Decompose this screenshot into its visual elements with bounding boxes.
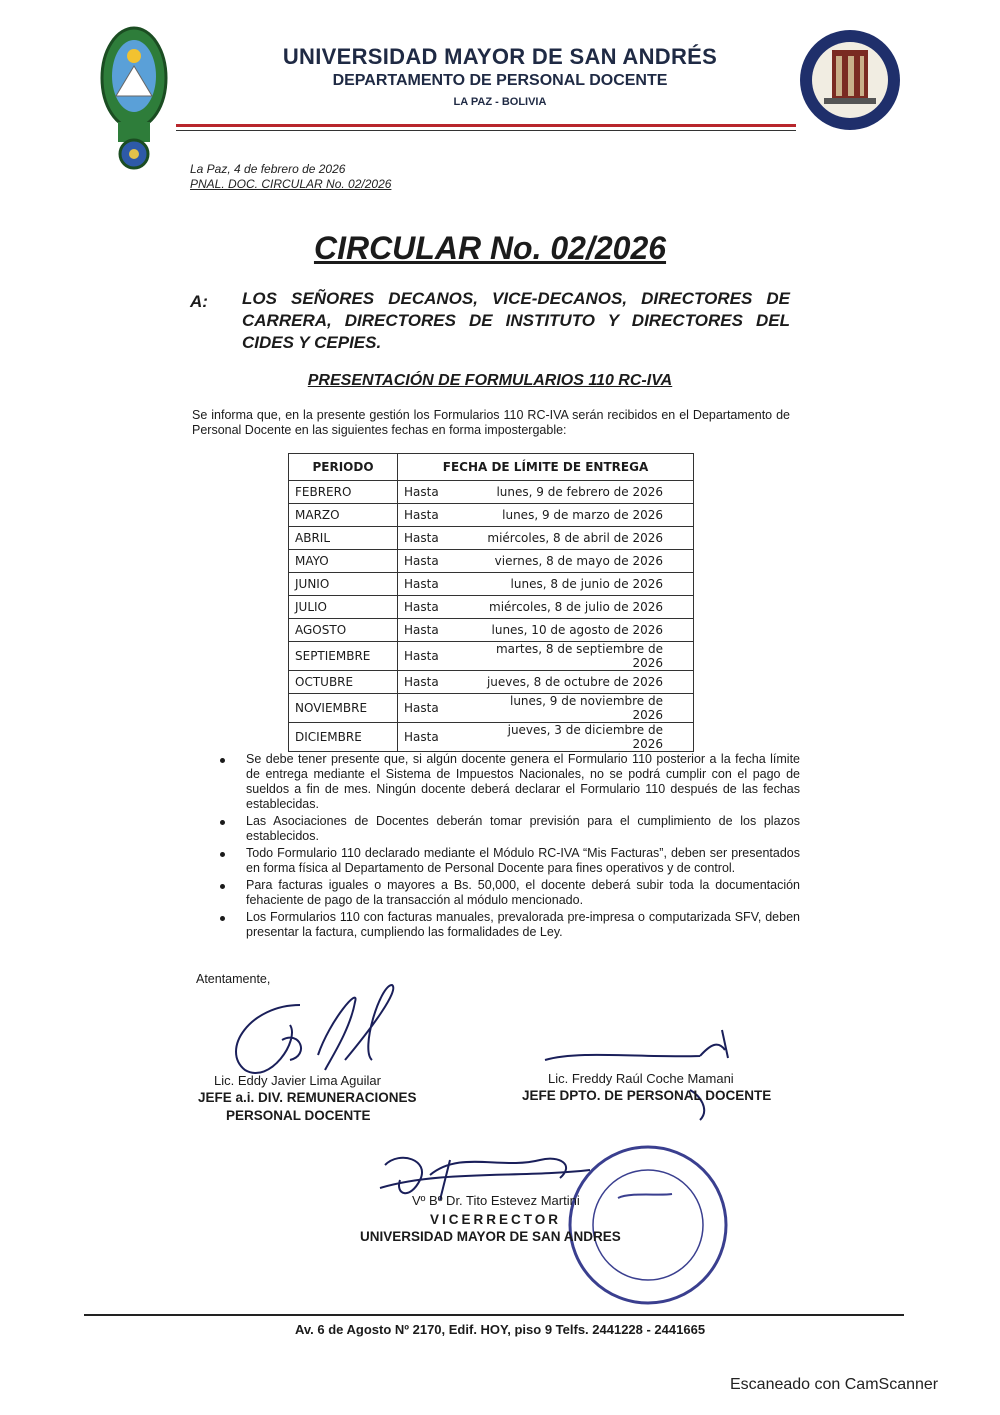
period-cell: JULIO xyxy=(289,596,398,619)
subject-heading: PRESENTACIÓN DE FORMULARIOS 110 RC-IVA xyxy=(307,372,673,389)
list-item xyxy=(220,910,800,940)
list-item xyxy=(220,814,800,844)
hasta-cell: Hasta xyxy=(398,550,471,573)
document-date: La Paz, 4 de febrero de 2026 xyxy=(190,162,346,176)
deadline-cell: martes, 8 de septiembre de 2026 xyxy=(470,642,694,671)
table-row xyxy=(289,504,694,527)
signatory-1-title-line-2: PERSONAL DOCENTE xyxy=(226,1108,371,1123)
period-cell: AGOSTO xyxy=(289,619,398,642)
addressee-label: A: xyxy=(190,292,208,311)
column-header-deadline: FECHA DE LÍMITE DE ENTREGA xyxy=(398,454,694,481)
hasta-cell: Hasta xyxy=(398,723,471,752)
hasta-cell: Hasta xyxy=(398,504,471,527)
column-header-period: PERIODO xyxy=(289,454,398,481)
header-divider-thin xyxy=(176,130,796,131)
period-cell: MARZO xyxy=(289,504,398,527)
bullet-icon xyxy=(220,758,225,763)
table-row xyxy=(289,573,694,596)
signature-1-handwriting xyxy=(236,985,393,1073)
period-cell: JUNIO xyxy=(289,573,398,596)
deadline-cell: lunes, 9 de noviembre de 2026 xyxy=(470,694,694,723)
signatory-3-name: Vº Bº Dr. Tito Estevez Martini xyxy=(412,1193,580,1208)
table-row xyxy=(289,642,694,671)
period-cell: ABRIL xyxy=(289,527,398,550)
circular-reference-code: PNAL. DOC. CIRCULAR No. 02/2026 xyxy=(190,177,392,191)
hasta-cell: Hasta xyxy=(398,642,471,671)
deadline-cell: lunes, 9 de marzo de 2026 xyxy=(470,504,694,527)
deadline-cell: lunes, 9 de febrero de 2026 xyxy=(470,481,694,504)
deadline-cell: miércoles, 8 de abril de 2026 xyxy=(470,527,694,550)
intro-paragraph: Se informa que, en la presente gestión los Formularios 110 RC-IVA serán recibidos en el Departamento de Personal Docente en las siguientes fechas en forma impostergable: xyxy=(192,408,790,437)
hasta-cell: Hasta xyxy=(398,619,471,642)
table-row xyxy=(289,550,694,573)
note-text: Las Asociaciones de Docentes deberán tomar previsión para el cumplimiento de los plazos establecidos. xyxy=(246,814,800,843)
deadline-table xyxy=(288,453,694,752)
table-header-row xyxy=(289,454,694,481)
period-cell: DICIEMBRE xyxy=(289,723,398,752)
note-text: Los Formularios 110 con facturas manuales, prevalorada pre-impresa o computarizada SFV, deben presentar la factura, cumpliendo las formalidades de Ley. xyxy=(246,910,800,939)
bullet-icon xyxy=(220,884,225,889)
signatory-1-name: Lic. Eddy Javier Lima Aguilar xyxy=(214,1073,381,1088)
footer-divider xyxy=(84,1314,904,1316)
signatory-1-title: JEFE a.i. DIV. REMUNERACIONES xyxy=(198,1090,417,1105)
scanner-watermark: Escaneado con CamScanner xyxy=(730,1376,939,1393)
signatory-3-institution: UNIVERSIDAD MAYOR DE SAN ANDRES xyxy=(360,1229,621,1244)
table-row xyxy=(289,596,694,619)
closing-salutation: Atentamente, xyxy=(196,972,271,986)
table-row xyxy=(289,671,694,694)
table-row xyxy=(289,723,694,752)
hasta-cell: Hasta xyxy=(398,527,471,550)
hasta-cell: Hasta xyxy=(398,573,471,596)
period-cell: OCTUBRE xyxy=(289,671,398,694)
vicerrectorado-stamp xyxy=(570,1147,726,1303)
period-cell: SEPTIEMBRE xyxy=(289,642,398,671)
signatory-2-name: Lic. Freddy Raúl Coche Mamani xyxy=(548,1071,734,1086)
signatory-2-title: JEFE DPTO. DE PERSONAL DOCENTE xyxy=(522,1088,772,1103)
table-row xyxy=(289,481,694,504)
hasta-cell: Hasta xyxy=(398,596,471,619)
note-text: Para facturas iguales o mayores a Bs. 50,000, el docente deberá subir toda la documentación fehaciente de pago de la transacción al módulo mencionado. xyxy=(246,878,800,907)
note-text: Se debe tener presente que, si algún docente genera el Formulario 110 posterior a la fecha límite de entrega mediante el Sistema de Impuestos Nacionales, no se podrá cumplir con el pago de sueldos a fin de mes. Ningún docente deberá declarar el Formulario 110 después de las fechas establecidas. xyxy=(246,752,800,811)
table-row xyxy=(289,527,694,550)
deadline-cell: lunes, 10 de agosto de 2026 xyxy=(470,619,694,642)
notes-list xyxy=(220,752,800,942)
deadline-cell: jueves, 8 de octubre de 2026 xyxy=(470,671,694,694)
department-name: DEPARTAMENTO DE PERSONAL DOCENTE xyxy=(332,72,668,89)
deadline-cell: lunes, 8 de junio de 2026 xyxy=(470,573,694,596)
table-row xyxy=(289,619,694,642)
circular-title: CIRCULAR No. 02/2026 xyxy=(313,230,667,266)
note-text: Todo Formulario 110 declarado mediante el Módulo RC-IVA “Mis Facturas”, deben ser presentados en forma física al Departamento de Personal Docente para fines operativos y de control. xyxy=(246,846,800,875)
table-row xyxy=(289,694,694,723)
footer-address: Av. 6 de Agosto Nº 2170, Edif. HOY, piso 9 Telfs. 2441228 - 2441665 xyxy=(294,1322,706,1337)
bullet-icon xyxy=(220,852,225,857)
header-divider xyxy=(176,124,796,127)
deadline-cell: viernes, 8 de mayo de 2026 xyxy=(470,550,694,573)
hasta-cell: Hasta xyxy=(398,671,471,694)
addressee-text: LOS SEÑORES DECANOS, VICE-DECANOS, DIRECTORES DE CARRERA, DIRECTORES DE INSTITUTO Y DIRECTORES DEL CIDES Y CEPIES. xyxy=(242,289,790,352)
period-cell: NOVIEMBRE xyxy=(289,694,398,723)
list-item xyxy=(220,878,800,908)
list-item xyxy=(220,846,800,876)
deadline-cell: jueves, 3 de diciembre de 2026 xyxy=(470,723,694,752)
bullet-icon xyxy=(220,820,225,825)
hasta-cell: Hasta xyxy=(398,481,471,504)
bullet-icon xyxy=(220,916,225,921)
list-item xyxy=(220,752,800,812)
city-country: LA PAZ - BOLIVIA xyxy=(453,96,547,108)
university-name: UNIVERSIDAD MAYOR DE SAN ANDRÉS xyxy=(282,44,718,69)
period-cell: MAYO xyxy=(289,550,398,573)
hasta-cell: Hasta xyxy=(398,694,471,723)
signatory-3-title: VICERRECTOR xyxy=(430,1212,562,1227)
deadline-cell: miércoles, 8 de julio de 2026 xyxy=(470,596,694,619)
period-cell: FEBRERO xyxy=(289,481,398,504)
